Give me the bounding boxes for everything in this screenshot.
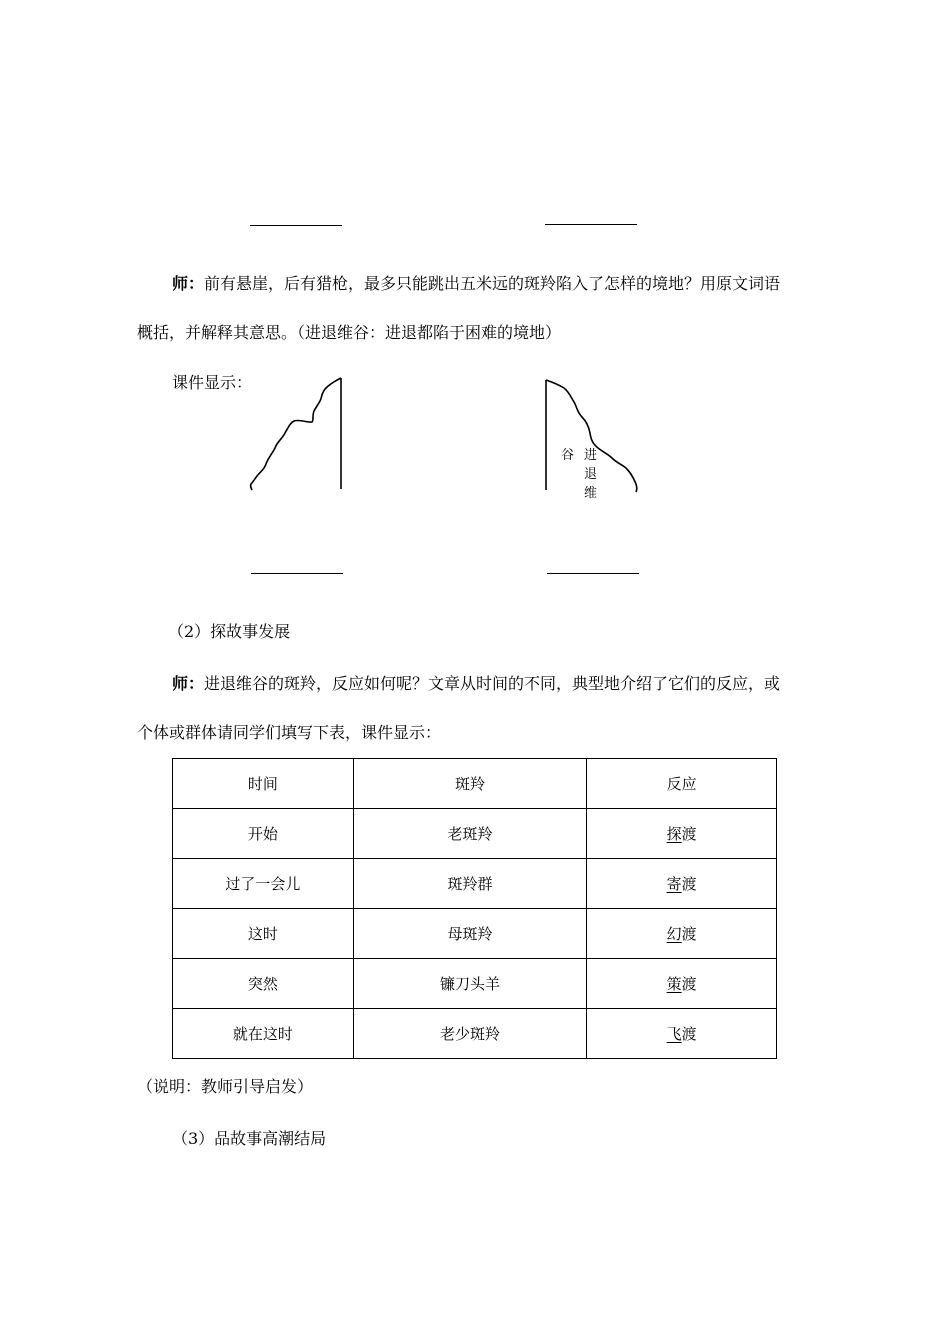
- reaction-suffix: 渡: [681, 975, 697, 993]
- paragraph-text-line1: 进退维谷的斑羚，反应如何呢？文章从时间的不同，典型地介绍了它们的反应，或: [204, 674, 781, 693]
- cell-animal: 斑羚群: [353, 859, 587, 909]
- reaction-fill-blank: 探: [666, 825, 682, 843]
- paragraph-teacher-question-1: [172, 274, 780, 294]
- header-reaction: 反应: [587, 759, 777, 809]
- reaction-suffix: 渡: [681, 925, 697, 943]
- cliff-label-char-1: 进: [584, 448, 598, 463]
- speaker-label: 师：: [172, 274, 205, 293]
- reaction-suffix: 渡: [681, 875, 697, 893]
- table-row: [173, 859, 777, 909]
- paragraph-teacher-question-2-line2: 个体或群体请同学们填写下表，课件显示：: [137, 723, 442, 742]
- header-animal: 斑羚: [353, 759, 587, 809]
- paragraph-text-line1: 前有悬崖，后有猎枪，最多只能跳出五米远的斑羚陷入了怎样的境地？用原文词语: [204, 274, 781, 293]
- paragraph-teacher-question-2: [172, 674, 780, 694]
- cell-time: 开始: [173, 809, 354, 859]
- reaction-fill-blank: 策: [666, 975, 682, 993]
- cell-reaction: [587, 959, 777, 1009]
- cell-reaction: [587, 859, 777, 909]
- display-label: 课件显示：: [172, 373, 253, 392]
- table-row: [173, 909, 777, 959]
- bottom-blank-line-right: [547, 573, 639, 574]
- reaction-table: [172, 758, 777, 1059]
- cell-animal: 母斑羚: [353, 909, 587, 959]
- table-row: [173, 1009, 777, 1059]
- left-cliff-drawing: [250, 376, 346, 492]
- section-3-title: （3）品故事高潮结局: [172, 1129, 327, 1148]
- cell-time: 过了一会儿: [173, 859, 354, 909]
- cell-time: 这时: [173, 909, 354, 959]
- table-row: [173, 959, 777, 1009]
- header-time: 时间: [173, 759, 354, 809]
- cliff-label-char-3: 维: [584, 486, 598, 501]
- table-note: （说明：教师引导启发）: [137, 1077, 314, 1096]
- cliff-label-valley: 谷: [561, 448, 575, 463]
- cell-reaction: [587, 1009, 777, 1059]
- bottom-blank-line-left: [251, 573, 343, 574]
- table-row: [173, 809, 777, 859]
- cliff-label-char-2: 退: [584, 467, 598, 482]
- cell-animal: 老斑羚: [353, 809, 587, 859]
- cell-time: 就在这时: [173, 1009, 354, 1059]
- reaction-suffix: 渡: [681, 1025, 697, 1043]
- table-header-row: [173, 759, 777, 809]
- speaker-label: 师：: [172, 674, 205, 693]
- top-blank-line-left: [250, 225, 342, 226]
- cell-reaction: [587, 809, 777, 859]
- cell-reaction: [587, 909, 777, 959]
- cell-time: 突然: [173, 959, 354, 1009]
- paragraph-teacher-question-1-line2: 概括，并解释其意思。（进退维谷：进退都陷于困难的境地）: [137, 323, 562, 342]
- cell-animal: 镰刀头羊: [353, 959, 587, 1009]
- reaction-fill-blank: 飞: [666, 1025, 682, 1043]
- reaction-suffix: 渡: [681, 825, 697, 843]
- section-2-title: （2）探故事发展: [168, 622, 291, 641]
- top-blank-line-right: [545, 224, 637, 225]
- reaction-fill-blank: 幻: [666, 925, 682, 943]
- cell-animal: 老少斑羚: [353, 1009, 587, 1059]
- reaction-fill-blank: 寄: [666, 875, 682, 893]
